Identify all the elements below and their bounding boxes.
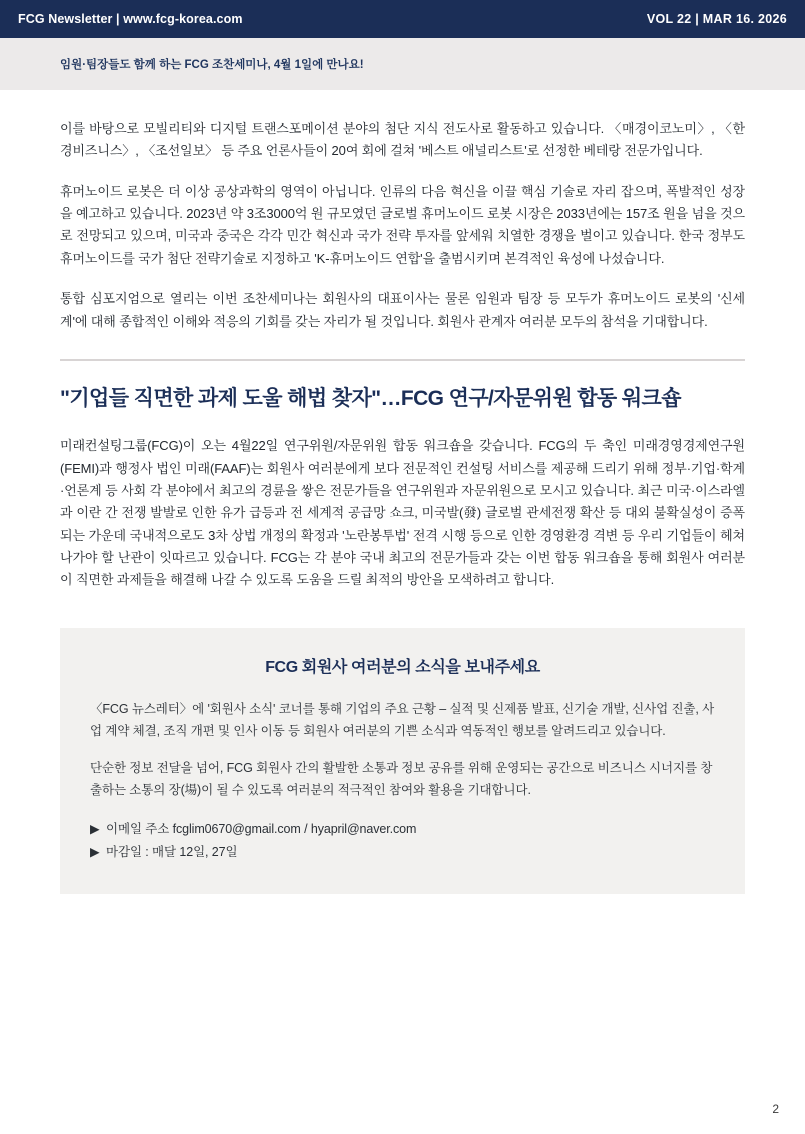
member-news-callout xyxy=(60,628,745,895)
callout-paragraph: 단순한 정보 전달을 넘어, FCG 회원사 간의 활발한 소통과 정보 공유를 위해 운영되는 공간으로 비즈니스 시너지를 창출하는 소통의 장(場)이 될 수 있도록 여러분의 적극적인 참여와 활용을 기대합니다. xyxy=(90,761,713,798)
banner-headline: 임원·팀장들도 함께 하는 FCG 조찬세미나, 4월 1일에 만나요! xyxy=(60,59,364,71)
section-divider xyxy=(60,359,745,361)
article-paragraph: 휴머노이드 로봇은 더 이상 공상과학의 영역이 아닙니다. 인류의 다음 혁신을 이끌 핵심 기술로 자리 잡으며, 폭발적인 성장을 예고하고 있습니다. 2023년 약 3조3000억 원 규모였던 글로벌 휴머노이드 로봇 시장은 2033년에는 157조 원을 넘을 것으로 전망되고 있으며, 미국과 중국은 각각 민간 혁신과 국가 전략 투자를 앞세워 치열한 경쟁을 벌이고 있습니다. 한국 정부도 휴머노이드를 국가 첨단 전략기술로 지정하고 'K-휴머노이드 연합'을 출범시키며 본격적인 육성에 나섰습니다. xyxy=(60,183,745,266)
newsletter-header-bar xyxy=(0,0,805,38)
list-item-label: 마감일 : 매달 12일, 27일 xyxy=(106,845,238,860)
callout-heading: FCG 회원사 여러분의 소식을 보내주세요 xyxy=(265,658,540,676)
document-content xyxy=(0,90,805,894)
banner-strip xyxy=(0,38,805,90)
callout-contact-list xyxy=(90,818,715,864)
article-paragraph: 통합 심포지엄으로 열리는 이번 조찬세미나는 회원사의 대표이사는 물론 임원과 팀장 등 모두가 휴머노이드 로봇의 '신세계'에 대해 종합적인 이해와 적응의 기회를 갖는 자리가 될 것입니다. 회원사 관계자 여러분 모두의 참석을 기대합니다. xyxy=(60,291,745,329)
section-heading: "기업들 직면한 과제 도울 해법 찾자"…FCG 연구/자문위원 합동 워크숍 xyxy=(60,386,681,410)
section-paragraph: 미래컨설팅그룹(FCG)이 오는 4월22일 연구위원/자문위원 합동 워크숍을 갖습니다. FCG의 두 축인 미래경영경제연구원(FEMI)과 행정사 법인 미래(FAAF)는 회원사 여러분에게 보다 전문적인 컨설팅 서비스를 제공해 드리기 위해 정부·기업·학계·언론계 등 사회 각 분야에서 최고의 경륜을 쌓은 전문가들을 연구위원과 자문위원으로 모시고 있습니다. 최근 미국·이스라엘과 이란 간 전쟁 발발로 인한 유가 급등과 전 세계적 공급망 쇼크, 미국발(發) 글로벌 관세전쟁 확산 등 대외 불확실성이 증폭되는 가운데 국내적으로도 3차 상법 개정의 확정과 '노란봉투법' 전격 시행 등으로 인한 경영환경 격변 등 우리 기업들이 헤쳐 나가야 할 난관이 잇따르고 있습니다. FCG는 각 분야 국내 최고의 전문가들과 갖는 이번 합동 워크숍을 통해 회원사 여러분이 직면한 과제들을 해결해 나갈 수 있도록 도움을 드릴 최적의 방안을 모색하려고 합니다. xyxy=(60,438,745,588)
article-paragraph: 이를 바탕으로 모빌리티와 디지털 트랜스포메이션 분야의 첨단 지식 전도사로 활동하고 있습니다. 〈매경이코노미〉, 〈한경비즈니스〉, 〈조선일보〉 등 주요 언론사들이 20여 회에 걸쳐 '베스트 애널리스트'로 선정한 베테랑 전문가입니다. xyxy=(60,121,745,159)
newsletter-brand: FCG Newsletter | www.fcg-korea.com xyxy=(18,12,243,26)
arrow-bullet-icon: ▶ xyxy=(90,845,100,860)
list-item xyxy=(90,841,715,864)
list-item-label: 이메일 주소 fcglim0670@gmail.com / hyapril@naver.com xyxy=(106,822,417,837)
list-item xyxy=(90,818,715,841)
callout-paragraph: 〈FCG 뉴스레터〉에 '회원사 소식' 코너를 통해 기업의 주요 근황 – 실적 및 신제품 발표, 신기술 개발, 신사업 진출, 사업 계약 체결, 조직 개편 및 인사 이동 등 회원사 여러분의 기쁜 소식과 역동적인 행보를 알려드리고 있습니다. xyxy=(90,701,715,738)
arrow-bullet-icon: ▶ xyxy=(90,822,100,837)
page-number: 2 xyxy=(772,1102,779,1116)
newsletter-issue-info: VOL 22 | MAR 16. 2026 xyxy=(646,12,787,26)
